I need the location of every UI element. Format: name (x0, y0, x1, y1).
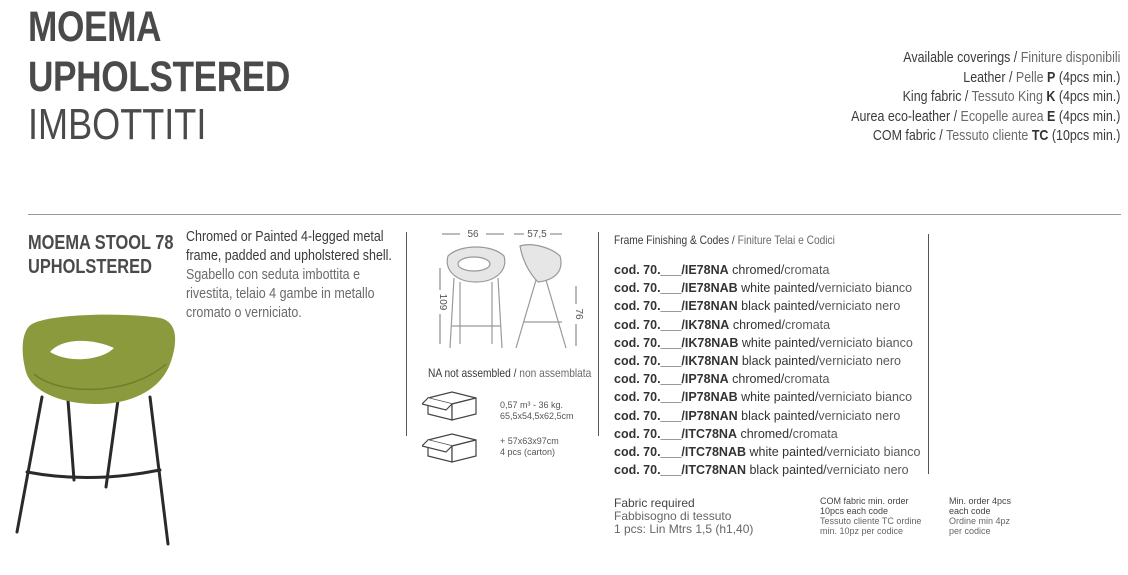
code-value: cod. 70.___/IP78NA (614, 372, 729, 387)
min-order-note: Min. order 4pcs each code Ordine min 4pz per codice (949, 496, 1012, 536)
finish-en: chromed (732, 317, 782, 332)
title-line-1: MOEMA (28, 3, 162, 51)
code-value: cod. 70.___/IK78NAB (614, 335, 739, 350)
finish-en: white painted (741, 335, 816, 350)
description-it: Sgabello con seduta imbottita e rivestita, telaio 4 gambe in metallo cromato o verniciato. (186, 267, 375, 321)
finish-en: chromed (732, 263, 781, 277)
codes-list (614, 261, 920, 479)
finish-it: cromata (792, 426, 838, 441)
code-row: cod. 70.___/ITC78NAB white painted/verniciato bianco (614, 445, 921, 460)
finish-it: cromata (784, 372, 830, 387)
package-spec-2: + 57x63x97cm 4 pcs (carton) (500, 436, 559, 457)
finish-en: white painted (741, 390, 815, 405)
code-row: cod. 70.___/IP78NAB white painted/verniciato bianco (614, 390, 913, 405)
covering-row: Available coverings / Finiture disponibili (902, 49, 1120, 66)
code-value: cod. 70.___/IK78NA (614, 317, 730, 332)
section-divider (28, 214, 1121, 215)
description-en: Chromed or Painted 4-legged metal frame, padded and upholstered shell. (186, 229, 392, 264)
finish-it: verniciato bianco (819, 335, 913, 350)
code-row: cod. 70.___/IK78NAN black painted/verniciato nero (614, 354, 901, 369)
dim-width-side: 57,5 (527, 229, 547, 240)
covering-row: Aurea eco-leather / Ecopelle aurea E (4pcs min.) (850, 107, 1120, 125)
fabric-required: Fabric required Fabbisogno di tessuto 1 pcs: Lin Mtrs 1,5 (h1,40) (614, 496, 754, 536)
code-row: cod. 70.___/IP78NA chromed/cromata (614, 372, 830, 387)
covering-row: Leather / Pelle P (4pcs min.) (962, 68, 1120, 86)
package-spec-1: 0,57 m³ - 36 kg. 65,5x54,5x62,5cm (500, 400, 574, 421)
finish-en: chromed (740, 426, 790, 441)
code-row: cod. 70.___/IE78NAB white painted/verniciato bianco (614, 281, 913, 296)
product-name (28, 231, 174, 279)
page-title (28, 2, 290, 102)
code-row: cod. 70.___/IE78NAN black painted/verniciato nero (614, 299, 901, 314)
covering-row: COM fabric / Tessuto cliente TC (10pcs min.) (872, 127, 1120, 145)
finish-it: verniciato nero (818, 299, 901, 314)
code-row: cod. 70.___/IK78NA chromed/cromata (614, 317, 831, 332)
finish-it: verniciato nero (818, 408, 901, 423)
box-icon (422, 388, 482, 424)
leg-back-right (106, 400, 118, 487)
finish-it: verniciato nero (819, 354, 901, 369)
coverings-block (851, 48, 1120, 146)
finish-it: verniciato nero (826, 463, 909, 478)
code-value: cod. 70.___/IP78NAN (614, 408, 738, 423)
code-value: cod. 70.___/IP78NAB (614, 390, 738, 405)
code-value: cod. 70.___/ITC78NAN (614, 463, 746, 478)
finish-it: cromata (784, 263, 830, 277)
finish-it: verniciato bianco (818, 390, 913, 405)
finish-it: verniciato bianco (826, 445, 921, 460)
code-value: cod. 70.___/IE78NAN (614, 299, 738, 314)
code-value: cod. 70.___/ITC78NA (614, 426, 737, 441)
code-row: cod. 70.___/ITC78NA chromed/cromata (614, 426, 838, 441)
product-description (186, 228, 392, 323)
dim-height-total: 109 (437, 293, 448, 311)
dim-width-front: 56 (467, 229, 479, 240)
column-divider (406, 232, 407, 436)
shell (23, 315, 175, 404)
code-row: cod. 70.___/IE78NA chromed/cromata (614, 263, 830, 277)
product-name-line-1: MOEMA STOOL 78 (28, 232, 174, 254)
product-name-line-2: UPHOLSTERED (28, 256, 152, 278)
dimension-drawing (416, 226, 596, 362)
code-value: cod. 70.___/IE78NAB (614, 281, 738, 296)
code-row: cod. 70.___/IP78NAN black painted/verniciato nero (614, 408, 901, 423)
column-divider (598, 232, 599, 436)
title-line-2: UPHOLSTERED (28, 53, 290, 101)
finishing-heading: Frame Finishing & Codes / Finiture Telai e Codici (614, 233, 835, 247)
finish-en: white painted (749, 445, 824, 460)
leg-front-left (17, 397, 42, 532)
com-fabric-note: COM fabric min. order 10pcs each code Tessuto cliente TC ordine min. 10pz per codice (820, 496, 922, 536)
assembly-note: NA not assembled / non assemblata (428, 366, 592, 380)
carton-icon (422, 430, 482, 466)
finish-en: black painted (749, 463, 824, 478)
column-divider (928, 234, 929, 474)
code-row: cod. 70.___/IK78NAB white painted/verniciato bianco (614, 335, 913, 350)
leg-back-left (68, 400, 74, 480)
code-value: cod. 70.___/IK78NAN (614, 354, 739, 369)
finish-en: black painted (741, 408, 815, 423)
finish-en: white painted (741, 281, 815, 296)
code-value: cod. 70.___/ITC78NAB (614, 445, 746, 460)
finish-en: black painted (741, 354, 816, 369)
code-value: cod. 70.___/IE78NA (614, 263, 729, 277)
finish-en: black painted (741, 299, 815, 314)
finish-it: cromata (784, 317, 831, 332)
covering-row: King fabric / Tessuto King K (4pcs min.) (902, 88, 1120, 106)
stool-photo (10, 312, 180, 552)
code-row: cod. 70.___/ITC78NAN black painted/verniciato nero (614, 463, 909, 478)
finish-en: chromed (732, 372, 781, 387)
dim-height-seat: 76 (573, 308, 584, 320)
footrest (27, 470, 160, 478)
title-line-3: IMBOTTITI (28, 100, 207, 149)
finish-it: verniciato bianco (818, 281, 913, 296)
